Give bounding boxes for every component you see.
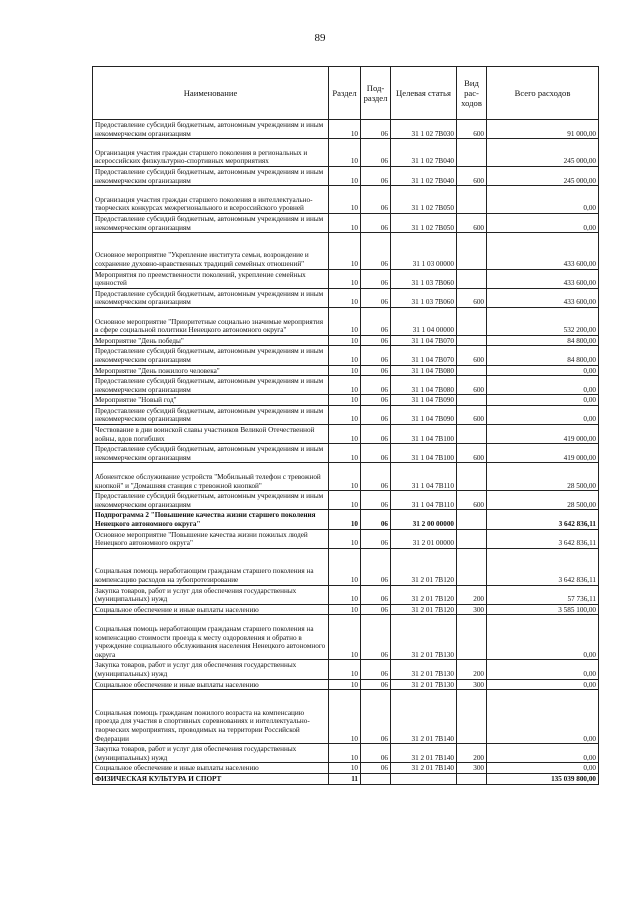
row-name: Мероприятия по преемственности поколений, укрепление семейных ценностей <box>93 269 329 288</box>
row-target-code: 31 1 04 7В090 <box>391 405 457 424</box>
table-row <box>93 510 599 529</box>
row-name: Социальное обеспечение и иные выплаты населению <box>93 604 329 615</box>
row-name: Предоставление субсидий бюджетным, автономным учреждениям и иным некоммерческим организациям <box>93 288 329 307</box>
row-section: 10 <box>329 139 361 167</box>
row-subsection: 06 <box>361 491 391 510</box>
row-subsection: 06 <box>361 660 391 679</box>
row-expense-type: 600 <box>457 491 487 510</box>
row-expense-type: 600 <box>457 288 487 307</box>
row-subsection: 06 <box>361 510 391 529</box>
row-subsection: 06 <box>361 548 391 585</box>
row-target-code: 31 2 01 7В130 <box>391 615 457 660</box>
row-expense-type <box>457 463 487 491</box>
row-target-code: 31 1 04 7В080 <box>391 365 457 376</box>
row-total: 0,00 <box>487 405 599 424</box>
row-section: 10 <box>329 529 361 548</box>
header-subsection: Под-раздел <box>361 67 391 120</box>
row-subsection: 06 <box>361 376 391 395</box>
row-target-code: 31 1 04 7В070 <box>391 335 457 346</box>
row-expense-type: 300 <box>457 763 487 774</box>
table-row <box>93 307 599 335</box>
row-name: Основное мероприятие "Укрепление института семьи, возрождение и сохранение духовно-нравственных традиций семейных отношений" <box>93 233 329 269</box>
header-total: Всего расходов <box>487 67 599 120</box>
row-target-code: 31 1 02 7В050 <box>391 213 457 232</box>
row-section: 10 <box>329 690 361 744</box>
row-name: Социальное обеспечение и иные выплаты населению <box>93 679 329 690</box>
table-row <box>93 425 599 444</box>
row-subsection: 06 <box>361 585 391 604</box>
table-row <box>93 604 599 615</box>
row-section: 10 <box>329 120 361 139</box>
row-subsection: 06 <box>361 604 391 615</box>
row-subsection: 06 <box>361 186 391 214</box>
row-subsection: 06 <box>361 679 391 690</box>
row-total: 0,00 <box>487 395 599 406</box>
row-subsection: 06 <box>361 288 391 307</box>
table-row <box>93 615 599 660</box>
table-row <box>93 166 599 185</box>
row-expense-type: 600 <box>457 166 487 185</box>
row-subsection: 06 <box>361 615 391 660</box>
row-total: 3 585 100,00 <box>487 604 599 615</box>
row-expense-type: 200 <box>457 660 487 679</box>
row-subsection: 06 <box>361 425 391 444</box>
row-total: 0,00 <box>487 744 599 763</box>
row-expense-type <box>457 269 487 288</box>
row-subsection: 06 <box>361 444 391 463</box>
row-name: Предоставление субсидий бюджетным, автономным учреждениям и иным некоммерческим организациям <box>93 346 329 365</box>
row-target-code: 31 2 01 7В140 <box>391 744 457 763</box>
budget-table <box>92 66 599 785</box>
page-number: 89 <box>314 32 326 44</box>
row-expense-type: 600 <box>457 405 487 424</box>
row-name: Закупка товаров, работ и услуг для обеспечения государственных (муниципальных) нужд <box>93 744 329 763</box>
row-name: Предоставление субсидий бюджетным, автономным учреждениям и иным некоммерческим организациям <box>93 376 329 395</box>
row-target-code: 31 1 04 7В100 <box>391 444 457 463</box>
row-target-code: 31 2 01 7В130 <box>391 660 457 679</box>
row-subsection: 06 <box>361 166 391 185</box>
row-expense-type: 200 <box>457 744 487 763</box>
row-subsection: 06 <box>361 405 391 424</box>
row-section: 10 <box>329 585 361 604</box>
table-row <box>93 346 599 365</box>
row-expense-type <box>457 529 487 548</box>
row-target-code: 31 1 04 7В110 <box>391 491 457 510</box>
row-name: Основное мероприятие "Повышение качества жизни пожилых людей Ненецкого автономного округа" <box>93 529 329 548</box>
table-row <box>93 335 599 346</box>
row-section: 10 <box>329 510 361 529</box>
row-section: 10 <box>329 405 361 424</box>
row-name: Чествование в дни воинской славы участников Великой Отечественной войны, вдов погибших <box>93 425 329 444</box>
row-target-code: 31 1 02 7В040 <box>391 139 457 167</box>
row-target-code: 31 1 03 7В060 <box>391 288 457 307</box>
row-total: 433 600,00 <box>487 233 599 269</box>
row-section: 10 <box>329 307 361 335</box>
row-section: 10 <box>329 548 361 585</box>
table-row <box>93 744 599 763</box>
row-section: 10 <box>329 604 361 615</box>
row-total: 0,00 <box>487 763 599 774</box>
row-expense-type <box>457 615 487 660</box>
row-total: 0,00 <box>487 660 599 679</box>
row-total: 28 500,00 <box>487 463 599 491</box>
table-row <box>93 690 599 744</box>
row-total: 245 000,00 <box>487 139 599 167</box>
row-section: 10 <box>329 269 361 288</box>
table-row <box>93 405 599 424</box>
row-total: 0,00 <box>487 690 599 744</box>
row-subsection <box>361 773 391 784</box>
row-section: 10 <box>329 233 361 269</box>
row-target-code: 31 2 01 7В130 <box>391 679 457 690</box>
row-expense-type <box>457 773 487 784</box>
row-subsection: 06 <box>361 335 391 346</box>
header-name: Наименование <box>93 67 329 120</box>
row-section: 10 <box>329 615 361 660</box>
table-row <box>93 548 599 585</box>
row-name: Организация участия граждан старшего поколения в региональных и всероссийских физкультурно-спортивных мероприятиях <box>93 139 329 167</box>
row-subsection: 06 <box>361 307 391 335</box>
row-target-code: 31 1 04 7В070 <box>391 346 457 365</box>
row-total: 419 000,00 <box>487 425 599 444</box>
row-total: 84 800,00 <box>487 346 599 365</box>
row-expense-type: 300 <box>457 604 487 615</box>
row-total: 3 642 836,11 <box>487 510 599 529</box>
row-expense-type <box>457 425 487 444</box>
row-expense-type <box>457 548 487 585</box>
row-target-code: 31 1 04 00000 <box>391 307 457 335</box>
table-row <box>93 269 599 288</box>
row-name: Закупка товаров, работ и услуг для обеспечения государственных (муниципальных) нужд <box>93 585 329 604</box>
row-total: 0,00 <box>487 365 599 376</box>
row-subsection: 06 <box>361 365 391 376</box>
row-name: Предоставление субсидий бюджетным, автономным учреждениям и иным некоммерческим организациям <box>93 166 329 185</box>
row-subsection: 06 <box>361 529 391 548</box>
header-section: Раздел <box>329 67 361 120</box>
row-name: Мероприятие "Новый год" <box>93 395 329 406</box>
row-target-code: 31 2 01 7В140 <box>391 763 457 774</box>
row-expense-type: 600 <box>457 213 487 232</box>
row-section: 10 <box>329 335 361 346</box>
row-name: Социальное обеспечение и иные выплаты населению <box>93 763 329 774</box>
table-row <box>93 288 599 307</box>
row-total: 0,00 <box>487 615 599 660</box>
row-name: Предоставление субсидий бюджетным, автономным учреждениям и иным некоммерческим организациям <box>93 120 329 139</box>
row-target-code: 31 1 04 7В090 <box>391 395 457 406</box>
row-expense-type: 600 <box>457 346 487 365</box>
row-target-code: 31 1 04 7В110 <box>391 463 457 491</box>
row-total: 245 000,00 <box>487 166 599 185</box>
row-expense-type <box>457 186 487 214</box>
row-expense-type <box>457 139 487 167</box>
row-expense-type: 600 <box>457 444 487 463</box>
table-row <box>93 444 599 463</box>
table-row <box>93 120 599 139</box>
row-section: 10 <box>329 679 361 690</box>
row-name: Предоставление субсидий бюджетным, автономным учреждениям и иным некоммерческим организациям <box>93 405 329 424</box>
row-subsection: 06 <box>361 233 391 269</box>
table-row <box>93 395 599 406</box>
table-row <box>93 660 599 679</box>
table-row <box>93 233 599 269</box>
row-subsection: 06 <box>361 744 391 763</box>
row-expense-type <box>457 307 487 335</box>
table-row <box>93 679 599 690</box>
row-section: 10 <box>329 376 361 395</box>
row-name: Социальная помощь неработающим гражданам старшего поколения на компенсацию стоимости проезда к месту оздоровления и обратно в учреждение социального обслуживания населения Ненецкого автономного округа <box>93 615 329 660</box>
row-expense-type <box>457 365 487 376</box>
row-section: 10 <box>329 444 361 463</box>
row-subsection: 06 <box>361 690 391 744</box>
table-row <box>93 763 599 774</box>
row-total: 433 600,00 <box>487 288 599 307</box>
row-name: Мероприятие "День пожилого человека" <box>93 365 329 376</box>
row-name: Организация участия граждан старшего поколения в интеллектуально-творческих конкурсах межрегионального и всероссийского уровней <box>93 186 329 214</box>
row-subsection: 06 <box>361 395 391 406</box>
table-row <box>93 585 599 604</box>
row-target-code: 31 2 01 7В140 <box>391 690 457 744</box>
row-name: Социальная помощь неработающим гражданам старшего поколения на компенсацию расходов на зубопротезирование <box>93 548 329 585</box>
row-target-code: 31 2 01 00000 <box>391 529 457 548</box>
row-total: 0,00 <box>487 376 599 395</box>
row-name: Мероприятие "День победы" <box>93 335 329 346</box>
row-subsection: 06 <box>361 120 391 139</box>
row-total: 0,00 <box>487 213 599 232</box>
row-expense-type <box>457 335 487 346</box>
row-subsection: 06 <box>361 269 391 288</box>
table-row <box>93 139 599 167</box>
row-expense-type: 600 <box>457 120 487 139</box>
row-total: 91 000,00 <box>487 120 599 139</box>
row-total: 3 642 836,11 <box>487 529 599 548</box>
row-target-code: 31 2 00 00000 <box>391 510 457 529</box>
row-section: 10 <box>329 186 361 214</box>
row-target-code: 31 1 04 7В080 <box>391 376 457 395</box>
row-name: Предоставление субсидий бюджетным, автономным учреждениям и иным некоммерческим организациям <box>93 213 329 232</box>
row-total: 84 800,00 <box>487 335 599 346</box>
row-target-code: 31 2 01 7В120 <box>391 585 457 604</box>
header-target: Целевая статья <box>391 67 457 120</box>
row-section: 10 <box>329 763 361 774</box>
row-total: 419 000,00 <box>487 444 599 463</box>
row-section: 10 <box>329 166 361 185</box>
row-expense-type <box>457 395 487 406</box>
row-name: Социальная помощь гражданам пожилого возраста на компенсацию проезда для участия в спортивных соревнованиях и интеллектуально-творческих мероприятиях, проводимых на территории Российской Федерации <box>93 690 329 744</box>
row-section: 10 <box>329 288 361 307</box>
row-expense-type <box>457 690 487 744</box>
row-expense-type: 600 <box>457 376 487 395</box>
row-subsection: 06 <box>361 463 391 491</box>
row-expense-type <box>457 510 487 529</box>
row-target-code: 31 1 03 7В060 <box>391 269 457 288</box>
table-row <box>93 213 599 232</box>
table-row <box>93 365 599 376</box>
row-target-code: 31 2 01 7В120 <box>391 548 457 585</box>
row-subsection: 06 <box>361 213 391 232</box>
row-name: ФИЗИЧЕСКАЯ КУЛЬТУРА И СПОРТ <box>93 773 329 784</box>
row-expense-type <box>457 233 487 269</box>
table-row <box>93 186 599 214</box>
row-expense-type: 300 <box>457 679 487 690</box>
row-total: 3 642 836,11 <box>487 548 599 585</box>
row-section: 10 <box>329 491 361 510</box>
row-subsection: 06 <box>361 763 391 774</box>
row-total: 433 600,00 <box>487 269 599 288</box>
row-target-code: 31 1 02 7В030 <box>391 120 457 139</box>
row-section: 10 <box>329 463 361 491</box>
row-section: 10 <box>329 660 361 679</box>
row-section: 10 <box>329 395 361 406</box>
row-name: Предоставление субсидий бюджетным, автономным учреждениям и иным некоммерческим организациям <box>93 444 329 463</box>
row-name: Подпрограмма 2 "Повышение качества жизни старшего поколения Ненецкого автономного округа" <box>93 510 329 529</box>
row-subsection: 06 <box>361 139 391 167</box>
row-total: 28 500,00 <box>487 491 599 510</box>
row-target-code: 31 1 02 7В050 <box>391 186 457 214</box>
table-row <box>93 463 599 491</box>
row-subsection: 06 <box>361 346 391 365</box>
row-target-code: 31 1 03 00000 <box>391 233 457 269</box>
table-header-row <box>93 67 599 120</box>
row-section: 10 <box>329 346 361 365</box>
row-section: 10 <box>329 213 361 232</box>
header-expense-type: Вид рас-ходов <box>457 67 487 120</box>
row-section: 11 <box>329 773 361 784</box>
row-name: Основное мероприятие "Приоритетные социально значимые мероприятия в сфере социальной политики Ненецкого автономного округа" <box>93 307 329 335</box>
table-row <box>93 491 599 510</box>
row-total: 135 039 800,00 <box>487 773 599 784</box>
row-total: 0,00 <box>487 186 599 214</box>
row-target-code: 31 1 04 7В100 <box>391 425 457 444</box>
table-body <box>93 120 599 785</box>
row-total: 532 200,00 <box>487 307 599 335</box>
table-row <box>93 773 599 784</box>
row-name: Закупка товаров, работ и услуг для обеспечения государственных (муниципальных) нужд <box>93 660 329 679</box>
row-target-code: 31 1 02 7В040 <box>391 166 457 185</box>
row-target-code <box>391 773 457 784</box>
row-section: 10 <box>329 425 361 444</box>
table-row <box>93 529 599 548</box>
row-section: 10 <box>329 744 361 763</box>
row-total: 57 736,11 <box>487 585 599 604</box>
row-expense-type: 200 <box>457 585 487 604</box>
row-target-code: 31 2 01 7В120 <box>391 604 457 615</box>
row-section: 10 <box>329 365 361 376</box>
table-row <box>93 376 599 395</box>
row-total: 0,00 <box>487 679 599 690</box>
row-name: Абонентское обслуживание устройств "Мобильный телефон с тревожной кнопкой" и "Домашняя станция с тревожной кнопкой" <box>93 463 329 491</box>
row-name: Предоставление субсидий бюджетным, автономным учреждениям и иным некоммерческим организациям <box>93 491 329 510</box>
